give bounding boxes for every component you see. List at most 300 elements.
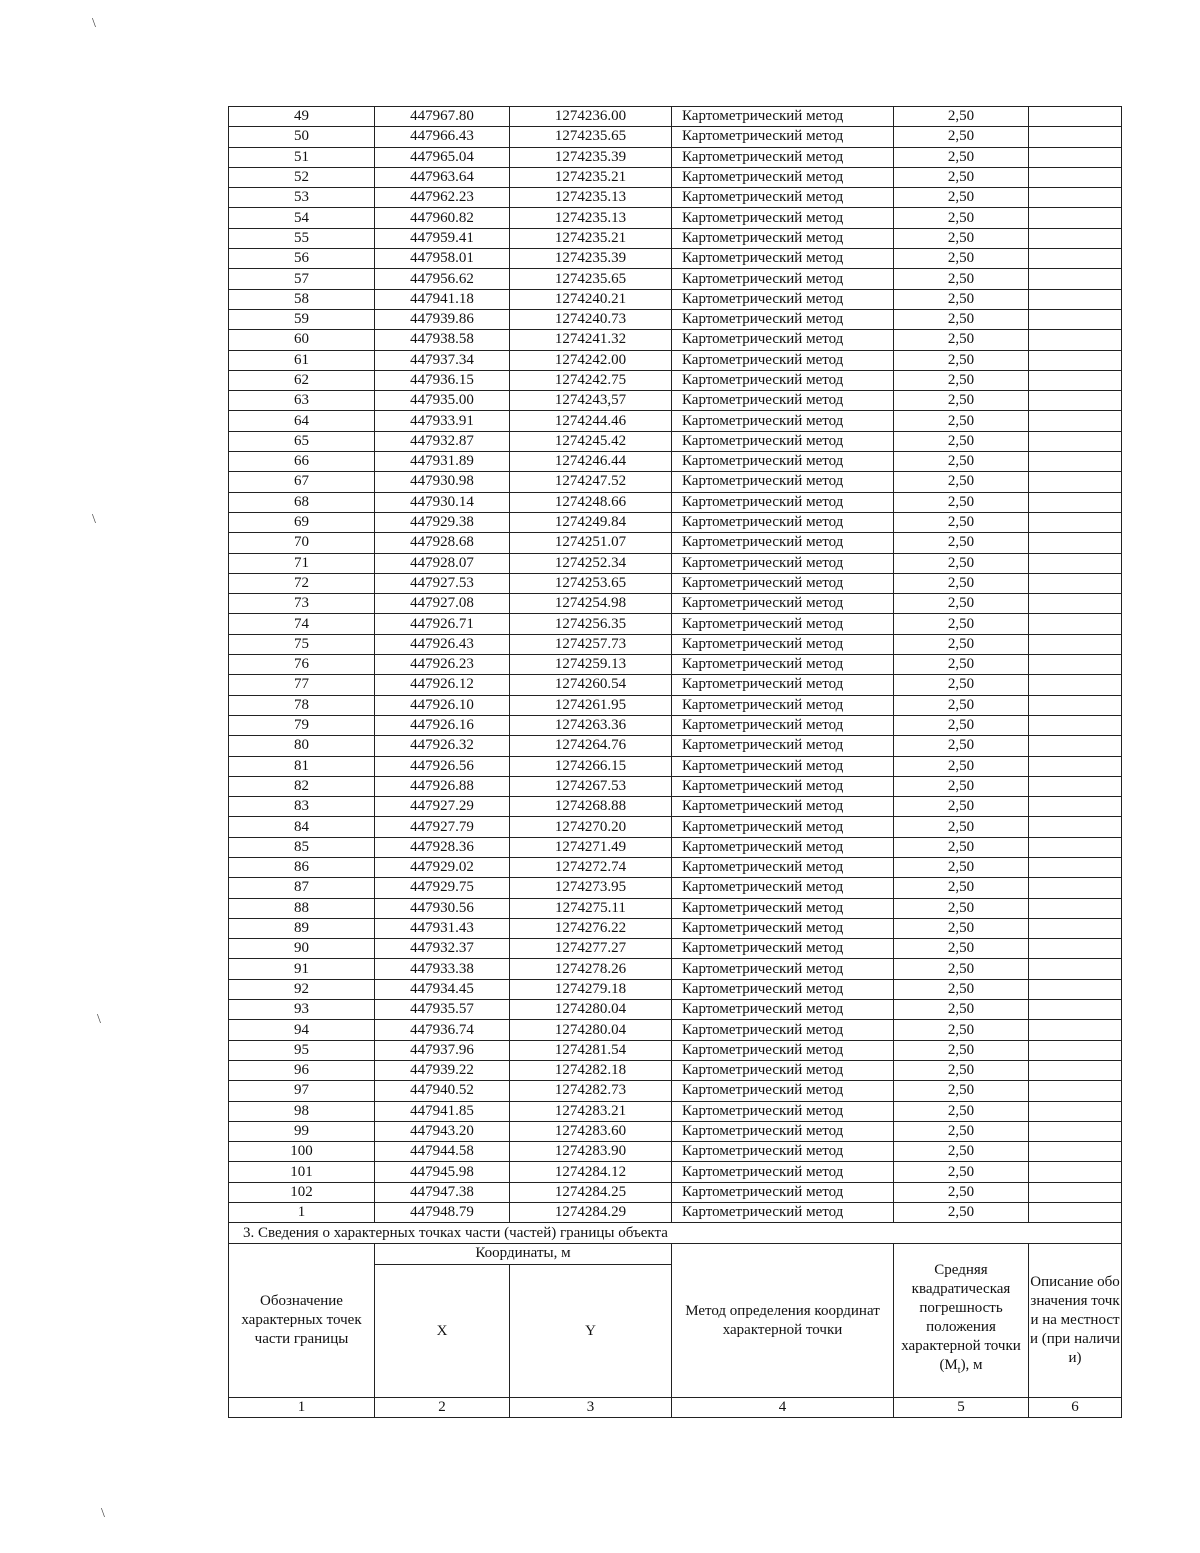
y-coordinate-cell: 1274281.54: [510, 1040, 672, 1060]
table-row: [229, 614, 1122, 634]
y-coordinate-cell: 1274248.66: [510, 492, 672, 512]
x-coordinate-cell: 447941.18: [375, 289, 510, 309]
x-coordinate-cell: 447927.53: [375, 573, 510, 593]
description-cell: [1029, 289, 1122, 309]
x-coordinate-cell: 447927.08: [375, 594, 510, 614]
point-number-cell: 80: [229, 736, 375, 756]
table-row: [229, 594, 1122, 614]
x-coordinate-cell: 447935.57: [375, 1000, 510, 1020]
method-cell: Картометрический метод: [672, 695, 894, 715]
header-method: Метод определения координат характерной точки: [672, 1244, 894, 1398]
method-cell: Картометрический метод: [672, 1121, 894, 1141]
section3-header-row-1: [229, 1244, 1122, 1265]
description-cell: [1029, 1000, 1122, 1020]
point-number-cell: 93: [229, 1000, 375, 1020]
description-cell: [1029, 269, 1122, 289]
mean-error-cell: 2,50: [894, 898, 1029, 918]
column-number-3: 3: [510, 1398, 672, 1418]
y-coordinate-cell: 1274283.90: [510, 1142, 672, 1162]
y-coordinate-cell: 1274273.95: [510, 878, 672, 898]
mean-error-cell: 2,50: [894, 228, 1029, 248]
x-coordinate-cell: 447937.34: [375, 350, 510, 370]
description-cell: [1029, 1142, 1122, 1162]
table-row: [229, 249, 1122, 269]
x-coordinate-cell: 447936.74: [375, 1020, 510, 1040]
description-cell: [1029, 1020, 1122, 1040]
header-y: Y: [510, 1265, 672, 1398]
x-coordinate-cell: 447929.02: [375, 857, 510, 877]
x-coordinate-cell: 447939.22: [375, 1060, 510, 1080]
description-cell: [1029, 959, 1122, 979]
mean-error-cell: 2,50: [894, 411, 1029, 431]
header-description: Описание обозначения точки на местности (при наличии): [1029, 1244, 1122, 1398]
mean-error-cell: 2,50: [894, 512, 1029, 532]
table-row: [229, 918, 1122, 938]
method-cell: Картометрический метод: [672, 857, 894, 877]
method-cell: Картометрический метод: [672, 715, 894, 735]
table-row: [229, 512, 1122, 532]
mean-error-cell: 2,50: [894, 431, 1029, 451]
y-coordinate-cell: 1274246.44: [510, 452, 672, 472]
y-coordinate-cell: 1274270.20: [510, 817, 672, 837]
x-coordinate-cell: 447937.96: [375, 1040, 510, 1060]
y-coordinate-cell: 1274251.07: [510, 533, 672, 553]
table-row: [229, 269, 1122, 289]
y-coordinate-cell: 1274257.73: [510, 634, 672, 654]
y-coordinate-cell: 1274284.12: [510, 1162, 672, 1182]
y-coordinate-cell: 1274235.13: [510, 188, 672, 208]
y-coordinate-cell: 1274249.84: [510, 512, 672, 532]
coordinates-rows: [229, 107, 1122, 1223]
mean-error-cell: 2,50: [894, 797, 1029, 817]
y-coordinate-cell: 1274278.26: [510, 959, 672, 979]
x-coordinate-cell: 447941.85: [375, 1101, 510, 1121]
description-cell: [1029, 208, 1122, 228]
x-coordinate-cell: 447963.64: [375, 167, 510, 187]
x-coordinate-cell: 447939.86: [375, 309, 510, 329]
mean-error-cell: 2,50: [894, 533, 1029, 553]
description-cell: [1029, 1081, 1122, 1101]
x-coordinate-cell: 447933.91: [375, 411, 510, 431]
point-number-cell: 94: [229, 1020, 375, 1040]
x-coordinate-cell: 447930.14: [375, 492, 510, 512]
point-number-cell: 66: [229, 452, 375, 472]
description-cell: [1029, 1121, 1122, 1141]
x-coordinate-cell: 447929.38: [375, 512, 510, 532]
x-coordinate-cell: 447936.15: [375, 370, 510, 390]
method-cell: Картометрический метод: [672, 756, 894, 776]
mean-error-cell: 2,50: [894, 370, 1029, 390]
description-cell: [1029, 1060, 1122, 1080]
method-cell: Картометрический метод: [672, 797, 894, 817]
description-cell: [1029, 452, 1122, 472]
y-coordinate-cell: 1274235.21: [510, 167, 672, 187]
description-cell: [1029, 249, 1122, 269]
method-cell: Картометрический метод: [672, 1020, 894, 1040]
table-row: [229, 1000, 1122, 1020]
point-number-cell: 92: [229, 979, 375, 999]
mean-error-cell: 2,50: [894, 391, 1029, 411]
mean-error-cell: 2,50: [894, 614, 1029, 634]
method-cell: Картометрический метод: [672, 411, 894, 431]
description-cell: [1029, 614, 1122, 634]
description-cell: [1029, 431, 1122, 451]
method-cell: Картометрический метод: [672, 979, 894, 999]
x-coordinate-cell: 447926.32: [375, 736, 510, 756]
margin-mark-3: \: [97, 1012, 101, 1027]
mean-error-cell: 2,50: [894, 208, 1029, 228]
mean-error-cell: 2,50: [894, 472, 1029, 492]
method-cell: Картометрический метод: [672, 837, 894, 857]
point-number-cell: 87: [229, 878, 375, 898]
point-number-cell: 49: [229, 107, 375, 127]
method-cell: Картометрический метод: [672, 614, 894, 634]
point-number-cell: 64: [229, 411, 375, 431]
x-coordinate-cell: 447931.43: [375, 918, 510, 938]
point-number-cell: 74: [229, 614, 375, 634]
description-cell: [1029, 939, 1122, 959]
point-number-cell: 72: [229, 573, 375, 593]
y-coordinate-cell: 1274272.74: [510, 857, 672, 877]
mean-error-cell: 2,50: [894, 289, 1029, 309]
table-row: [229, 1020, 1122, 1040]
x-coordinate-cell: 447930.98: [375, 472, 510, 492]
method-cell: Картометрический метод: [672, 1101, 894, 1121]
method-cell: Картометрический метод: [672, 594, 894, 614]
y-coordinate-cell: 1274276.22: [510, 918, 672, 938]
table-row: [229, 370, 1122, 390]
point-number-cell: 96: [229, 1060, 375, 1080]
description-cell: [1029, 1162, 1122, 1182]
y-coordinate-cell: 1274260.54: [510, 675, 672, 695]
table-row: [229, 1142, 1122, 1162]
table-row: [229, 634, 1122, 654]
margin-mark-2: \: [92, 512, 96, 527]
method-cell: Картометрический метод: [672, 533, 894, 553]
method-cell: Картометрический метод: [672, 269, 894, 289]
description-cell: [1029, 533, 1122, 553]
x-coordinate-cell: 447926.16: [375, 715, 510, 735]
y-coordinate-cell: 1274261.95: [510, 695, 672, 715]
point-number-cell: 81: [229, 756, 375, 776]
mean-error-cell: 2,50: [894, 1203, 1029, 1223]
point-number-cell: 85: [229, 837, 375, 857]
column-number-2: 2: [375, 1398, 510, 1418]
point-number-cell: 100: [229, 1142, 375, 1162]
point-number-cell: 79: [229, 715, 375, 735]
y-coordinate-cell: 1274282.73: [510, 1081, 672, 1101]
x-coordinate-cell: 447930.56: [375, 898, 510, 918]
y-coordinate-cell: 1274284.29: [510, 1203, 672, 1223]
x-coordinate-cell: 447967.80: [375, 107, 510, 127]
header-mean-error-unit: ), м: [960, 1357, 983, 1374]
point-number-cell: 71: [229, 553, 375, 573]
table-row: [229, 817, 1122, 837]
point-number-cell: 83: [229, 797, 375, 817]
table-row: [229, 188, 1122, 208]
y-coordinate-cell: 1274235.39: [510, 147, 672, 167]
mean-error-cell: 2,50: [894, 573, 1029, 593]
point-number-cell: 88: [229, 898, 375, 918]
mean-error-cell: 2,50: [894, 1101, 1029, 1121]
y-coordinate-cell: 1274275.11: [510, 898, 672, 918]
mean-error-cell: 2,50: [894, 269, 1029, 289]
table-row: [229, 1060, 1122, 1080]
table-row: [229, 411, 1122, 431]
mean-error-cell: 2,50: [894, 736, 1029, 756]
mean-error-cell: 2,50: [894, 715, 1029, 735]
point-number-cell: 67: [229, 472, 375, 492]
table-row: [229, 147, 1122, 167]
mean-error-cell: 2,50: [894, 634, 1029, 654]
description-cell: [1029, 817, 1122, 837]
section3-table: [228, 1222, 1122, 1418]
y-coordinate-cell: 1274235.13: [510, 208, 672, 228]
header-point-designation: Обозначение характерных точек части границы: [229, 1244, 375, 1398]
x-coordinate-cell: 447945.98: [375, 1162, 510, 1182]
y-coordinate-cell: 1274267.53: [510, 776, 672, 796]
y-coordinate-cell: 1274236.00: [510, 107, 672, 127]
y-coordinate-cell: 1274266.15: [510, 756, 672, 776]
method-cell: Картометрический метод: [672, 208, 894, 228]
y-coordinate-cell: 1274252.34: [510, 553, 672, 573]
table-row: [229, 1040, 1122, 1060]
table-row: [229, 289, 1122, 309]
x-coordinate-cell: 447926.12: [375, 675, 510, 695]
table-row: [229, 573, 1122, 593]
mean-error-cell: 2,50: [894, 695, 1029, 715]
mean-error-cell: 2,50: [894, 878, 1029, 898]
y-coordinate-cell: 1274268.88: [510, 797, 672, 817]
method-cell: Картометрический метод: [672, 452, 894, 472]
description-cell: [1029, 797, 1122, 817]
table-row: [229, 228, 1122, 248]
x-coordinate-cell: 447943.20: [375, 1121, 510, 1141]
y-coordinate-cell: 1274245.42: [510, 431, 672, 451]
mean-error-cell: 2,50: [894, 939, 1029, 959]
x-coordinate-cell: 447960.82: [375, 208, 510, 228]
point-number-cell: 50: [229, 127, 375, 147]
method-cell: Картометрический метод: [672, 1142, 894, 1162]
mean-error-cell: 2,50: [894, 776, 1029, 796]
table-row: [229, 898, 1122, 918]
y-coordinate-cell: 1274247.52: [510, 472, 672, 492]
x-coordinate-cell: 447926.56: [375, 756, 510, 776]
x-coordinate-cell: 447962.23: [375, 188, 510, 208]
mean-error-cell: 2,50: [894, 167, 1029, 187]
y-coordinate-cell: 1274242.00: [510, 350, 672, 370]
table-row: [229, 167, 1122, 187]
column-number-4: 4: [672, 1398, 894, 1418]
mean-error-cell: 2,50: [894, 1060, 1029, 1080]
y-coordinate-cell: 1274253.65: [510, 573, 672, 593]
method-cell: Картометрический метод: [672, 127, 894, 147]
column-number-1: 1: [229, 1398, 375, 1418]
method-cell: Картометрический метод: [672, 918, 894, 938]
description-cell: [1029, 370, 1122, 390]
mean-error-cell: 2,50: [894, 1000, 1029, 1020]
description-cell: [1029, 330, 1122, 350]
y-coordinate-cell: 1274283.21: [510, 1101, 672, 1121]
x-coordinate-cell: 447938.58: [375, 330, 510, 350]
mean-error-cell: 2,50: [894, 452, 1029, 472]
method-cell: Картометрический метод: [672, 1081, 894, 1101]
point-number-cell: 82: [229, 776, 375, 796]
table-row: [229, 309, 1122, 329]
x-coordinate-cell: 447956.62: [375, 269, 510, 289]
y-coordinate-cell: 1274264.76: [510, 736, 672, 756]
coordinates-table: [228, 106, 1122, 1223]
description-cell: [1029, 675, 1122, 695]
method-cell: Картометрический метод: [672, 655, 894, 675]
y-coordinate-cell: 1274256.35: [510, 614, 672, 634]
table-row: [229, 1101, 1122, 1121]
method-cell: Картометрический метод: [672, 573, 894, 593]
description-cell: [1029, 1203, 1122, 1223]
column-number-6: 6: [1029, 1398, 1122, 1418]
point-number-cell: 78: [229, 695, 375, 715]
y-coordinate-cell: 1274284.25: [510, 1182, 672, 1202]
method-cell: Картометрический метод: [672, 776, 894, 796]
section3-column-numbers-row: [229, 1398, 1122, 1418]
y-coordinate-cell: 1274243,57: [510, 391, 672, 411]
description-cell: [1029, 918, 1122, 938]
method-cell: Картометрический метод: [672, 736, 894, 756]
y-coordinate-cell: 1274240.21: [510, 289, 672, 309]
mean-error-cell: 2,50: [894, 107, 1029, 127]
description-cell: [1029, 878, 1122, 898]
method-cell: Картометрический метод: [672, 107, 894, 127]
mean-error-cell: 2,50: [894, 147, 1029, 167]
point-number-cell: 63: [229, 391, 375, 411]
mean-error-cell: 2,50: [894, 188, 1029, 208]
x-coordinate-cell: 447934.45: [375, 979, 510, 999]
table-row: [229, 675, 1122, 695]
method-cell: Картометрический метод: [672, 370, 894, 390]
point-number-cell: 75: [229, 634, 375, 654]
x-coordinate-cell: 447927.79: [375, 817, 510, 837]
table-row: [229, 391, 1122, 411]
description-cell: [1029, 492, 1122, 512]
x-coordinate-cell: 447958.01: [375, 249, 510, 269]
description-cell: [1029, 898, 1122, 918]
table-row: [229, 1162, 1122, 1182]
margin-mark-1: \: [92, 16, 96, 31]
point-number-cell: 102: [229, 1182, 375, 1202]
table-row: [229, 878, 1122, 898]
y-coordinate-cell: 1274282.18: [510, 1060, 672, 1080]
method-cell: Картометрический метод: [672, 188, 894, 208]
description-cell: [1029, 553, 1122, 573]
point-number-cell: 58: [229, 289, 375, 309]
table-row: [229, 939, 1122, 959]
description-cell: [1029, 188, 1122, 208]
point-number-cell: 52: [229, 167, 375, 187]
description-cell: [1029, 472, 1122, 492]
y-coordinate-cell: 1274244.46: [510, 411, 672, 431]
description-cell: [1029, 147, 1122, 167]
point-number-cell: 73: [229, 594, 375, 614]
mean-error-cell: 2,50: [894, 127, 1029, 147]
table-row: [229, 107, 1122, 127]
method-cell: Картометрический метод: [672, 472, 894, 492]
y-coordinate-cell: 1274235.65: [510, 269, 672, 289]
method-cell: Картометрический метод: [672, 492, 894, 512]
table-row: [229, 1182, 1122, 1202]
point-number-cell: 68: [229, 492, 375, 512]
description-cell: [1029, 715, 1122, 735]
method-cell: Картометрический метод: [672, 878, 894, 898]
y-coordinate-cell: 1274235.65: [510, 127, 672, 147]
point-number-cell: 98: [229, 1101, 375, 1121]
point-number-cell: 86: [229, 857, 375, 877]
x-coordinate-cell: 447926.43: [375, 634, 510, 654]
table-row: [229, 330, 1122, 350]
description-cell: [1029, 857, 1122, 877]
description-cell: [1029, 350, 1122, 370]
table-row: [229, 857, 1122, 877]
table-row: [229, 959, 1122, 979]
mean-error-cell: 2,50: [894, 249, 1029, 269]
mean-error-cell: 2,50: [894, 857, 1029, 877]
description-cell: [1029, 411, 1122, 431]
point-number-cell: 59: [229, 309, 375, 329]
x-coordinate-cell: 447965.04: [375, 147, 510, 167]
header-mean-error-text: Средняя квадратическая погрешность положения характерной точки (M: [901, 1262, 1021, 1374]
point-number-cell: 51: [229, 147, 375, 167]
table-row: [229, 756, 1122, 776]
method-cell: Картометрический метод: [672, 309, 894, 329]
point-number-cell: 65: [229, 431, 375, 451]
x-coordinate-cell: 447932.37: [375, 939, 510, 959]
x-coordinate-cell: 447935.00: [375, 391, 510, 411]
table-row: [229, 797, 1122, 817]
mean-error-cell: 2,50: [894, 1020, 1029, 1040]
description-cell: [1029, 127, 1122, 147]
y-coordinate-cell: 1274259.13: [510, 655, 672, 675]
point-number-cell: 90: [229, 939, 375, 959]
y-coordinate-cell: 1274235.39: [510, 249, 672, 269]
method-cell: Картометрический метод: [672, 147, 894, 167]
table-row: [229, 736, 1122, 756]
point-number-cell: 95: [229, 1040, 375, 1060]
y-coordinate-cell: 1274242.75: [510, 370, 672, 390]
point-number-cell: 99: [229, 1121, 375, 1141]
table-row: [229, 350, 1122, 370]
x-coordinate-cell: 447929.75: [375, 878, 510, 898]
description-cell: [1029, 167, 1122, 187]
table-row: [229, 472, 1122, 492]
x-coordinate-cell: 447926.23: [375, 655, 510, 675]
description-cell: [1029, 107, 1122, 127]
method-cell: Картометрический метод: [672, 1040, 894, 1060]
description-cell: [1029, 634, 1122, 654]
header-mean-error-sub: t: [957, 1365, 961, 1377]
method-cell: Картометрический метод: [672, 228, 894, 248]
column-number-5: 5: [894, 1398, 1029, 1418]
section3-title-row: [229, 1223, 1122, 1244]
x-coordinate-cell: 447932.87: [375, 431, 510, 451]
x-coordinate-cell: 447940.52: [375, 1081, 510, 1101]
description-cell: [1029, 1101, 1122, 1121]
table-row: [229, 1081, 1122, 1101]
table-row: [229, 715, 1122, 735]
point-number-cell: 70: [229, 533, 375, 553]
table-row: [229, 553, 1122, 573]
table-row: [229, 492, 1122, 512]
method-cell: Картометрический метод: [672, 167, 894, 187]
point-number-cell: 1: [229, 1203, 375, 1223]
